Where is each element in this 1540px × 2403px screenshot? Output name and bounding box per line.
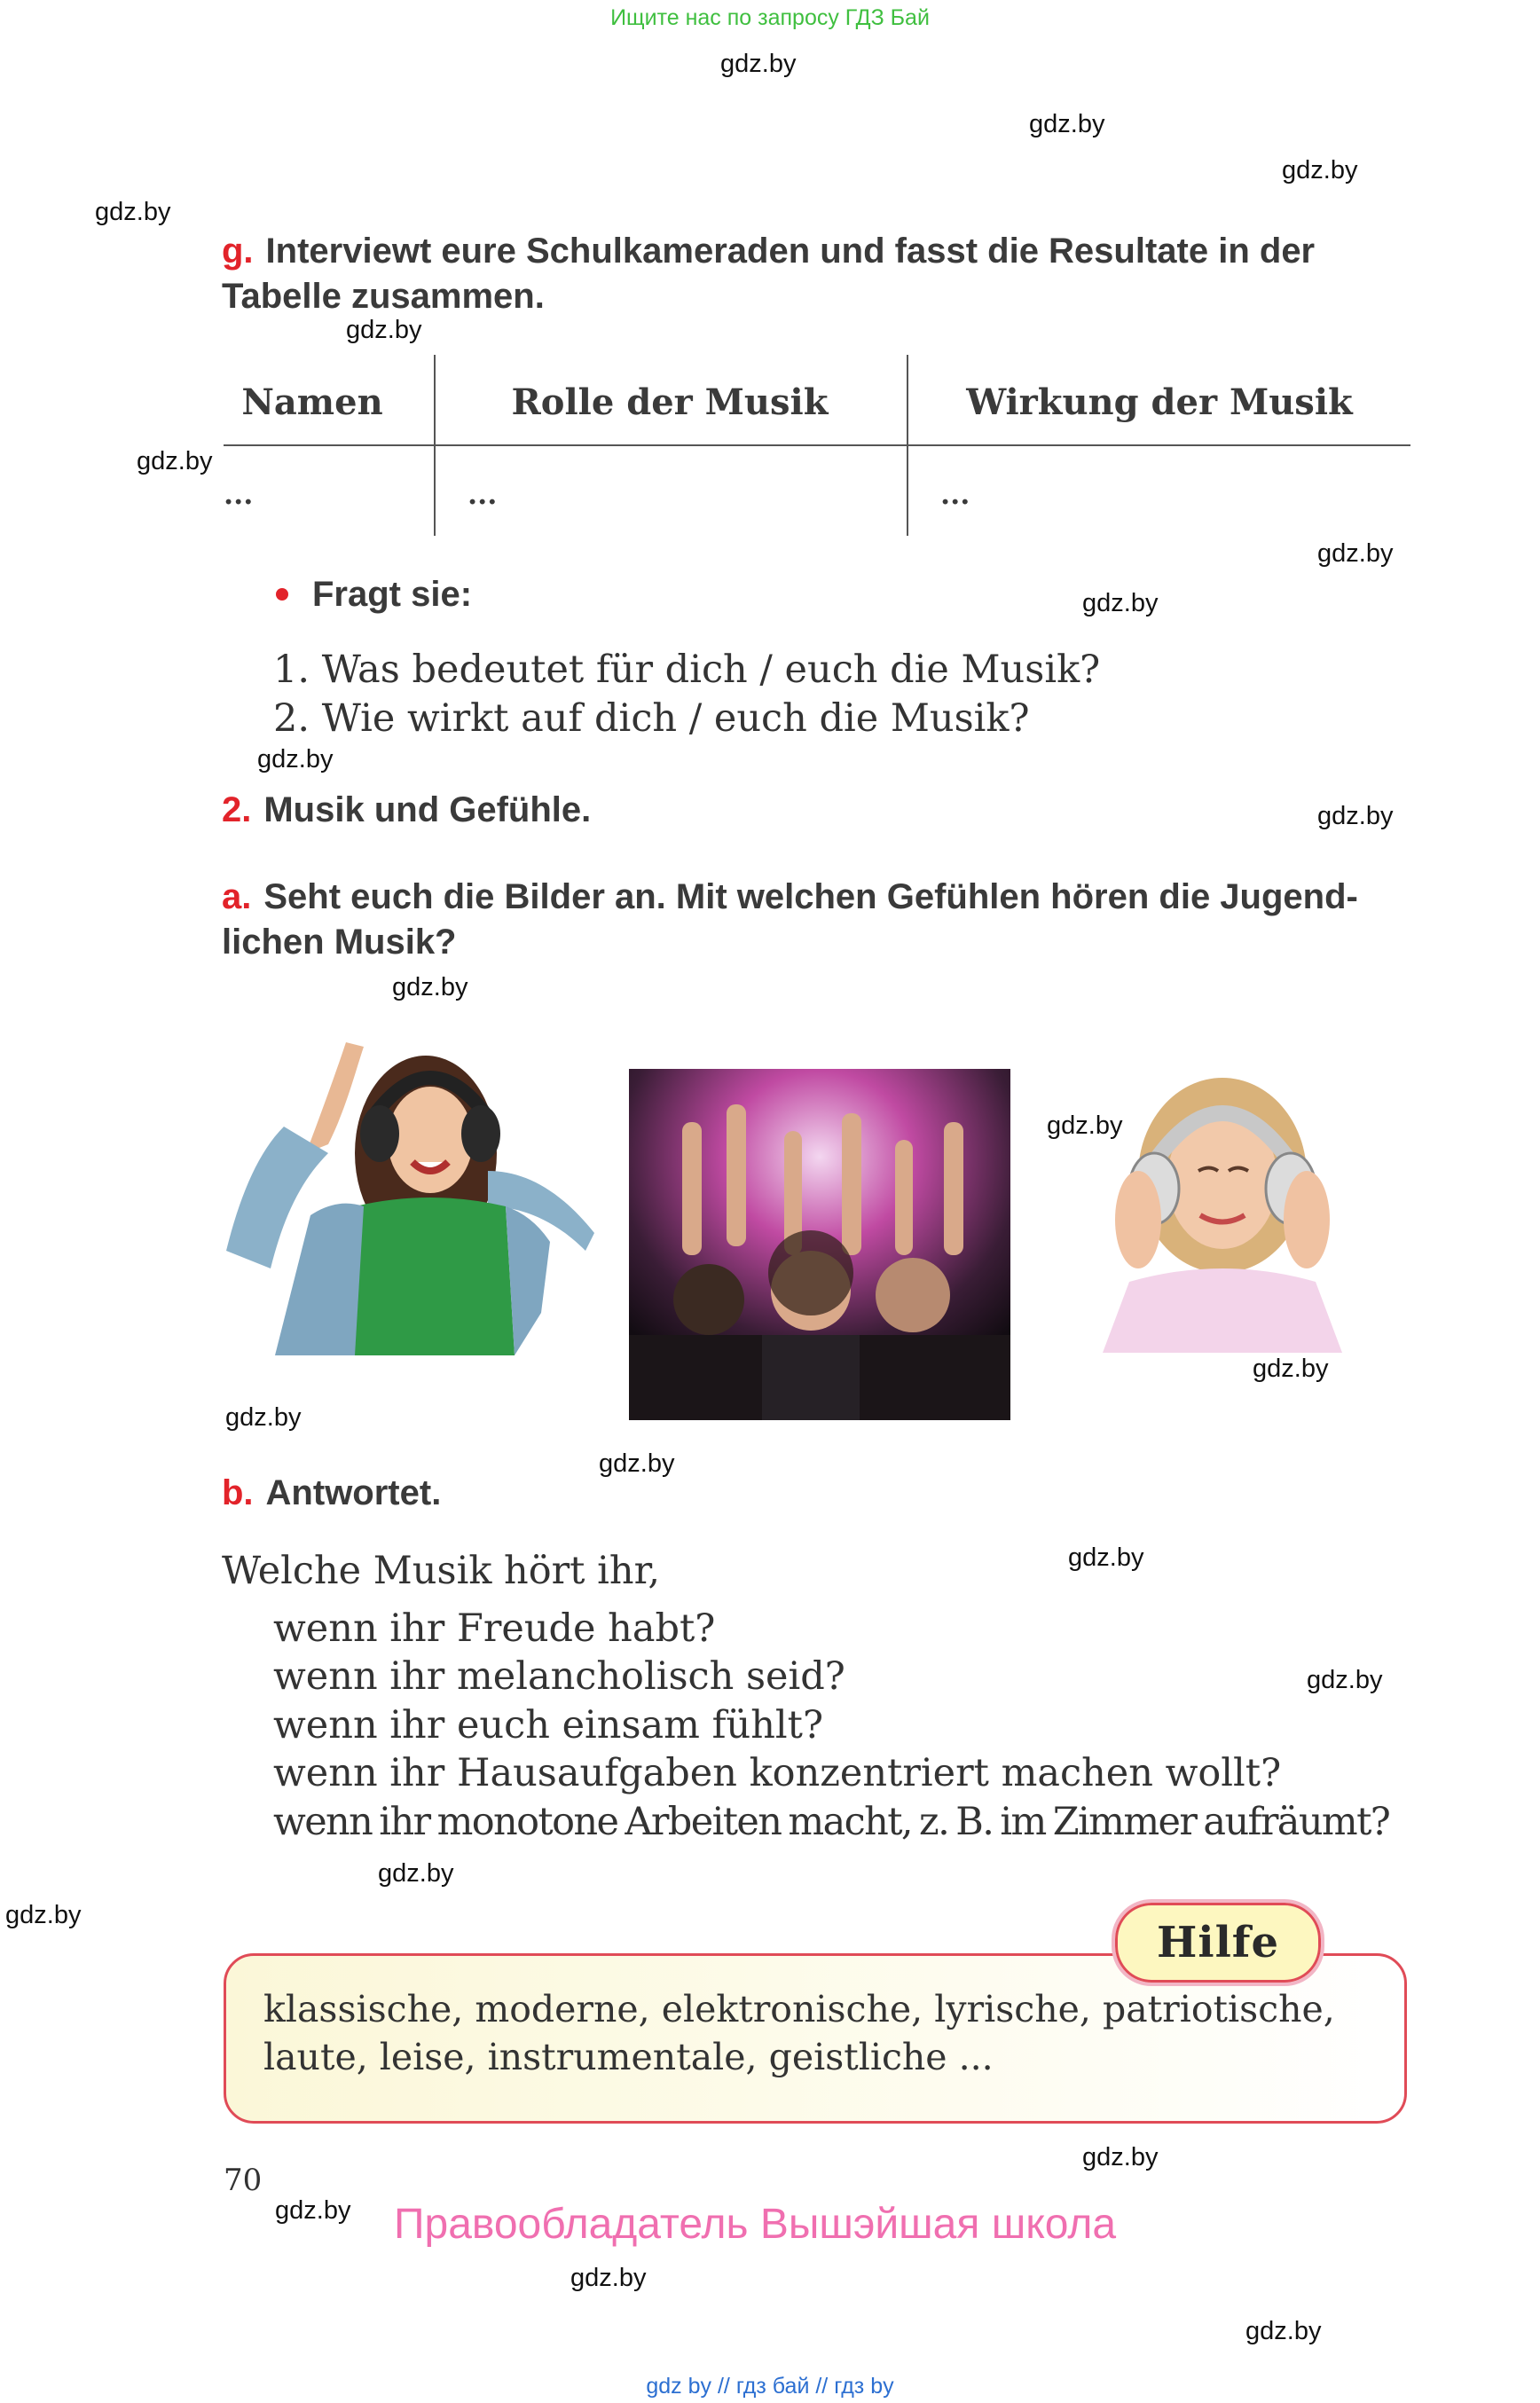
- bullet-icon: [276, 588, 288, 601]
- task-b-letter: b.: [222, 1473, 254, 1512]
- watermark: gdz.by: [1317, 539, 1394, 568]
- fragt-question-2: 2. Wie wirkt auf dich / euch die Musik?: [273, 696, 1030, 741]
- task-g-letter: g.: [222, 232, 254, 271]
- task-a-letter: a.: [222, 877, 252, 916]
- task-a-line2: lichen Musik?: [222, 923, 457, 962]
- table-divider: [224, 444, 1410, 446]
- watermark: gdz.by: [1068, 1543, 1144, 1572]
- watermark: gdz.by: [1253, 1355, 1329, 1383]
- task-b-title: Antwortet.: [265, 1473, 442, 1512]
- table-header-rolle: Rolle der Musik: [511, 381, 829, 423]
- task-g: [222, 229, 1410, 319]
- girl-dancing-headphones-photo: [222, 1020, 605, 1355]
- hilfe-line-2: laute, leise, instrumentale, geistliche ...: [263, 2036, 994, 2078]
- hilfe-line-1: klassische, moderne, elektronische, lyrische, patriotische,: [263, 1988, 1335, 2030]
- table-column-line: [907, 355, 908, 536]
- section-2-heading: [222, 788, 591, 833]
- watermark: gdz.by: [346, 316, 422, 344]
- copyright-notice: Правообладатель Вышэйшая школа: [394, 2201, 1117, 2248]
- task-a: [222, 875, 1410, 965]
- task-b: [222, 1471, 441, 1516]
- table-cell: ...: [224, 477, 254, 511]
- table-header-wirkung: Wirkung der Musik: [966, 381, 1353, 423]
- watermark: gdz.by: [95, 198, 171, 226]
- top-search-note: Ищите нас по запросу ГДЗ Бай: [610, 5, 930, 30]
- watermark: gdz.by: [1245, 2317, 1322, 2345]
- watermark: gdz.by: [599, 1449, 675, 1478]
- watermark: gdz.by: [1029, 110, 1105, 138]
- woman-headphones-photo: [1076, 1069, 1369, 1353]
- watermark: gdz.by: [5, 1901, 82, 1929]
- watermark: gdz.by: [1082, 2143, 1159, 2171]
- page-number: 70: [224, 2163, 263, 2198]
- concert-crowd-photo: [629, 1069, 1010, 1420]
- results-table: [224, 355, 1412, 541]
- watermark: gdz.by: [570, 2264, 647, 2292]
- watermark: gdz.by: [275, 2196, 351, 2225]
- task-g-line1: Interviewt eure Schulkameraden und fasst die Resultate in der: [265, 232, 1316, 271]
- hilfe-badge: Hilfe: [1112, 1899, 1324, 1986]
- question-line: wenn ihr Hausaufgaben konzentriert machen wollt?: [273, 1751, 1282, 1795]
- table-cell: ...: [468, 477, 498, 511]
- question-line: wenn ihr melancholisch seid?: [273, 1654, 845, 1699]
- watermark: gdz.by: [392, 973, 468, 1001]
- fragt-label: Fragt sie:: [312, 575, 473, 614]
- watermark: gdz.by: [1307, 1666, 1383, 1694]
- watermark: gdz.by: [257, 745, 334, 774]
- question-intro: Welche Musik hört ihr,: [222, 1549, 661, 1593]
- table-column-line: [434, 355, 436, 536]
- footer-links: gdz by // гдз бай // гдз by: [646, 2374, 894, 2399]
- table-header-namen: Namen: [241, 381, 383, 423]
- section-2-number: 2.: [222, 790, 252, 829]
- section-2-title: Musik und Gefühle.: [263, 790, 592, 829]
- task-a-line1: Seht euch die Bilder an. Mit welchen Gefühlen hören die Jugend-: [263, 877, 1358, 916]
- question-line: wenn ihr Freude habt?: [273, 1606, 716, 1651]
- watermark: gdz.by: [1282, 156, 1358, 185]
- table-cell: ...: [940, 477, 970, 511]
- question-line: wenn ihr euch einsam fühlt?: [273, 1703, 823, 1747]
- watermark: gdz.by: [378, 1859, 454, 1888]
- watermark: gdz.by: [720, 50, 797, 78]
- watermark: gdz.by: [1047, 1111, 1123, 1140]
- fragt-question-1: 1. Was bedeutet für dich / euch die Musik?: [273, 648, 1101, 692]
- watermark: gdz.by: [1082, 589, 1159, 617]
- watermark: gdz.by: [225, 1403, 302, 1432]
- watermark: gdz.by: [137, 447, 213, 475]
- task-g-line2: Tabelle zusammen.: [222, 277, 545, 316]
- watermark: gdz.by: [1317, 802, 1394, 830]
- question-line: wenn ihr monotone Arbeiten macht, z. B. im Zimmer aufräumt?: [273, 1800, 1390, 1844]
